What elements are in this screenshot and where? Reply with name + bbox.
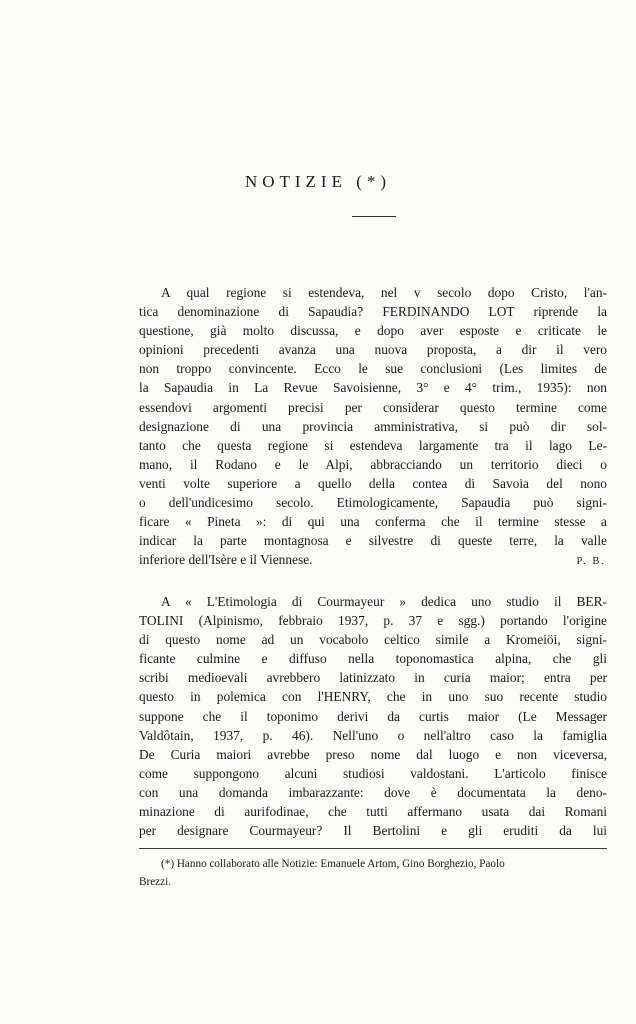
title-rule [352,216,396,217]
text-line: essendovi argomenti precisi per considerar questo termine come [139,399,607,415]
text-line: indicar la parte montagnosa e silvestre di queste terre, la valle [139,533,607,549]
text-line: ficare « Pineta »: di qui una conferma che il termine stesse a [139,514,607,530]
footnote [139,855,607,891]
text-line: o dell'undicesimo secolo. Etimologicamente, Sapaudia può signi- [139,495,607,511]
text-line: inferiore dell'Isère e il Viennese. [139,552,313,568]
text-line: ficante culmine e diffuso nella toponomastica alpina, che gli [139,651,607,667]
author-initials: P. B. [576,556,606,567]
text-line: venti volte superiore a quello della contea di Savoia del nono [139,475,607,491]
footnote-line: (*) Hanno collaborato alle Notizie: Emanuele Artom, Gino Borghezio, Paolo [161,858,505,870]
text-line: con una domanda imbarazzante: dove è documentata la deno- [139,784,607,800]
text-line: la Sapaudia in La Revue Savoisienne, 3° e 4° trim., 1935): non [139,380,607,396]
text-line: TOLINI (Alpinismo, febbraio 1937, p. 37 e sgg.) portando l'origine [139,613,607,629]
text-line: minazione di aurifodinae, che tutti affermano usata dai Romani [139,804,607,820]
paragraph-sapaudia [139,283,607,569]
text-line: Valdôtain, 1937, p. 46). Nell'uno o nell'altro caso la famiglia [139,727,607,743]
text-line: De Curia maiori avrebbe preso nome dal luogo e non viceversa, [139,746,607,762]
text-line: come suppongono alcuni studiosi valdostani. L'articolo finisce [139,765,607,781]
text-line: designazione di una provincia amministrativa, si può dir sol- [139,418,607,434]
text-line: A « L'Etimologia di Courmayeur » dedica uno studio il BER- [161,594,607,609]
text-line: non troppo convincente. Ecco le sue conclusioni (Les limites de [139,361,607,377]
text-line: di questo nome ad un vocabolo celtico simile a Kromeiöi, signi- [139,632,607,648]
paragraph-courmayeur [139,592,607,840]
text-line: opinioni precedenti avanza una nuova proposta, a dir il vero [139,342,607,358]
text-line: scribi medioevali avrebbero latinizzato in curia maior; entra per [139,670,607,686]
text-line: A qual regione si estendeva, nel v secolo dopo Cristo, l'an- [161,285,607,300]
footnote-line: Brezzi. [139,876,171,888]
text-line: questo in polemica con l'HENRY, che in uno suo recente studio [139,689,607,705]
text-line: per designare Courmayeur? Il Bertolini e gli eruditi da lui [139,823,607,839]
page-title: NOTIZIE (*) [244,172,392,191]
text-line: mano, il Rodano e le Alpi, abbracciando un territorio dieci o [139,456,607,472]
text-line: tanto che questa regione si estendeva largamente tra il lago Le- [139,437,607,453]
text-line: tica denominazione di Sapaudia? FERDINANDO LOT riprende la [139,304,607,320]
footnote-rule [139,848,607,849]
text-line: questione, già molto discussa, e dopo aver esposte e criticate le [139,323,607,339]
text-line: suppone che il toponimo derivi da curtis maior (Le Messager [139,708,607,724]
